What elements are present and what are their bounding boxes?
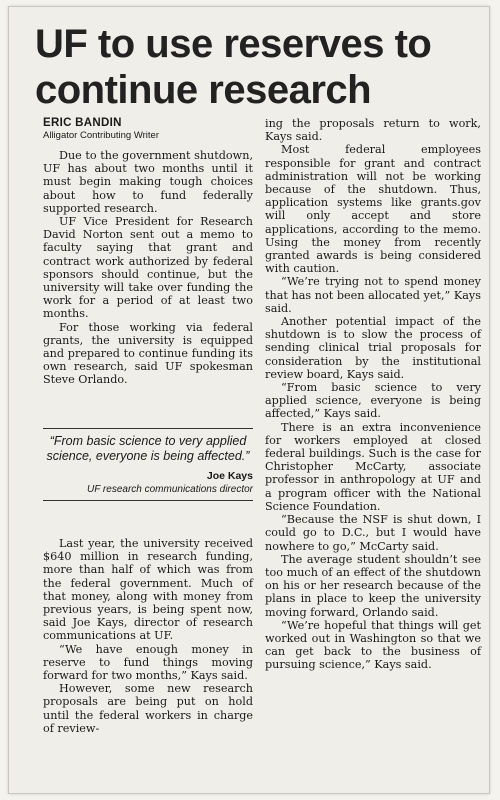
paragraph: “From basic science to very applied science, everyone is being affected,” Kays said. xyxy=(265,381,481,421)
paragraph: Another potential impact of the shutdown is to slow the process of sending clinical trial proposals for consideration by the institutional review board, Kays said. xyxy=(265,315,481,381)
paragraph: “Because the NSF is shut down, I could go to D.C., but I would have nowhere to go,” McCarty said. xyxy=(265,513,481,553)
paragraph: For those working via federal grants, the university is equipped and prepared to continue funding its own research, said UF spokesman Steve Orlando. xyxy=(43,320,253,387)
paragraph: Last year, the university received $640 million in research funding, more than half of which was from the federal government. Much of that money, along with money from previous years, is being spent now, said Joe Kays, director of research communications at UF. xyxy=(43,537,253,643)
paragraph: There is an extra inconvenience for workers employed at closed federal buildings. Such is the case for Christopher McCarty, associate professor in anthropology at UF and a program officer with the National Science Foundation. xyxy=(265,420,481,513)
paragraph: Most federal employees responsible for grant and contract administration will not be working because of the shutdown. Thus, application systems like grants.gov will only accept and store applications, according to the memo. Using the money from recently granted awards is being considered with caution. xyxy=(265,143,481,276)
paragraph: “We have enough money in reserve to fund things moving forward for two months,” Kays said. xyxy=(43,642,253,683)
headline: UF to use reserves to continue research xyxy=(35,22,432,112)
byline xyxy=(43,117,159,142)
pull-quote-box xyxy=(43,428,253,501)
pull-quote-text: “From basic science to very applied science, everyone is being affected.” xyxy=(46,434,250,463)
newspaper-clipping xyxy=(8,6,490,794)
pull-quote-attribution-title: UF research communications director xyxy=(87,484,253,495)
paragraph: “We’re trying not to spend money that has not been allocated yet,” Kays said. xyxy=(265,275,481,315)
paragraph: UF Vice President for Research David Norton sent out a memo to faculty saying that grant and contract work authorized by federal sponsors should continue, but the university will take over funding the work for a period of at least two months. xyxy=(43,215,253,321)
paragraph: Due to the government shutdown, UF has about two months until it must begin making tough choices about how to fund federally supported research. xyxy=(43,149,253,215)
byline-name: ERIC BANDIN xyxy=(43,117,122,129)
column-2 xyxy=(265,117,481,672)
paragraph: “We’re hopeful that things will get worked out in Washington so that we can get back to the business of pursuing science,” Kays said. xyxy=(265,618,481,672)
column-1-top xyxy=(43,149,253,387)
byline-role: Alligator Contributing Writer xyxy=(43,130,159,141)
paragraph-continued: ing the proposals return to work, Kays said. xyxy=(265,117,481,144)
column-1-bottom xyxy=(43,537,253,735)
paragraph: The average student shouldn’t see too much of an effect of the shutdown on his or her research because of the plans in place to keep the university moving forward, Orlando said. xyxy=(265,552,481,619)
paragraph: However, some new research proposals are being put on hold until the federal workers in charge of review- xyxy=(43,682,253,735)
pull-quote-attribution-name: Joe Kays xyxy=(206,470,253,482)
